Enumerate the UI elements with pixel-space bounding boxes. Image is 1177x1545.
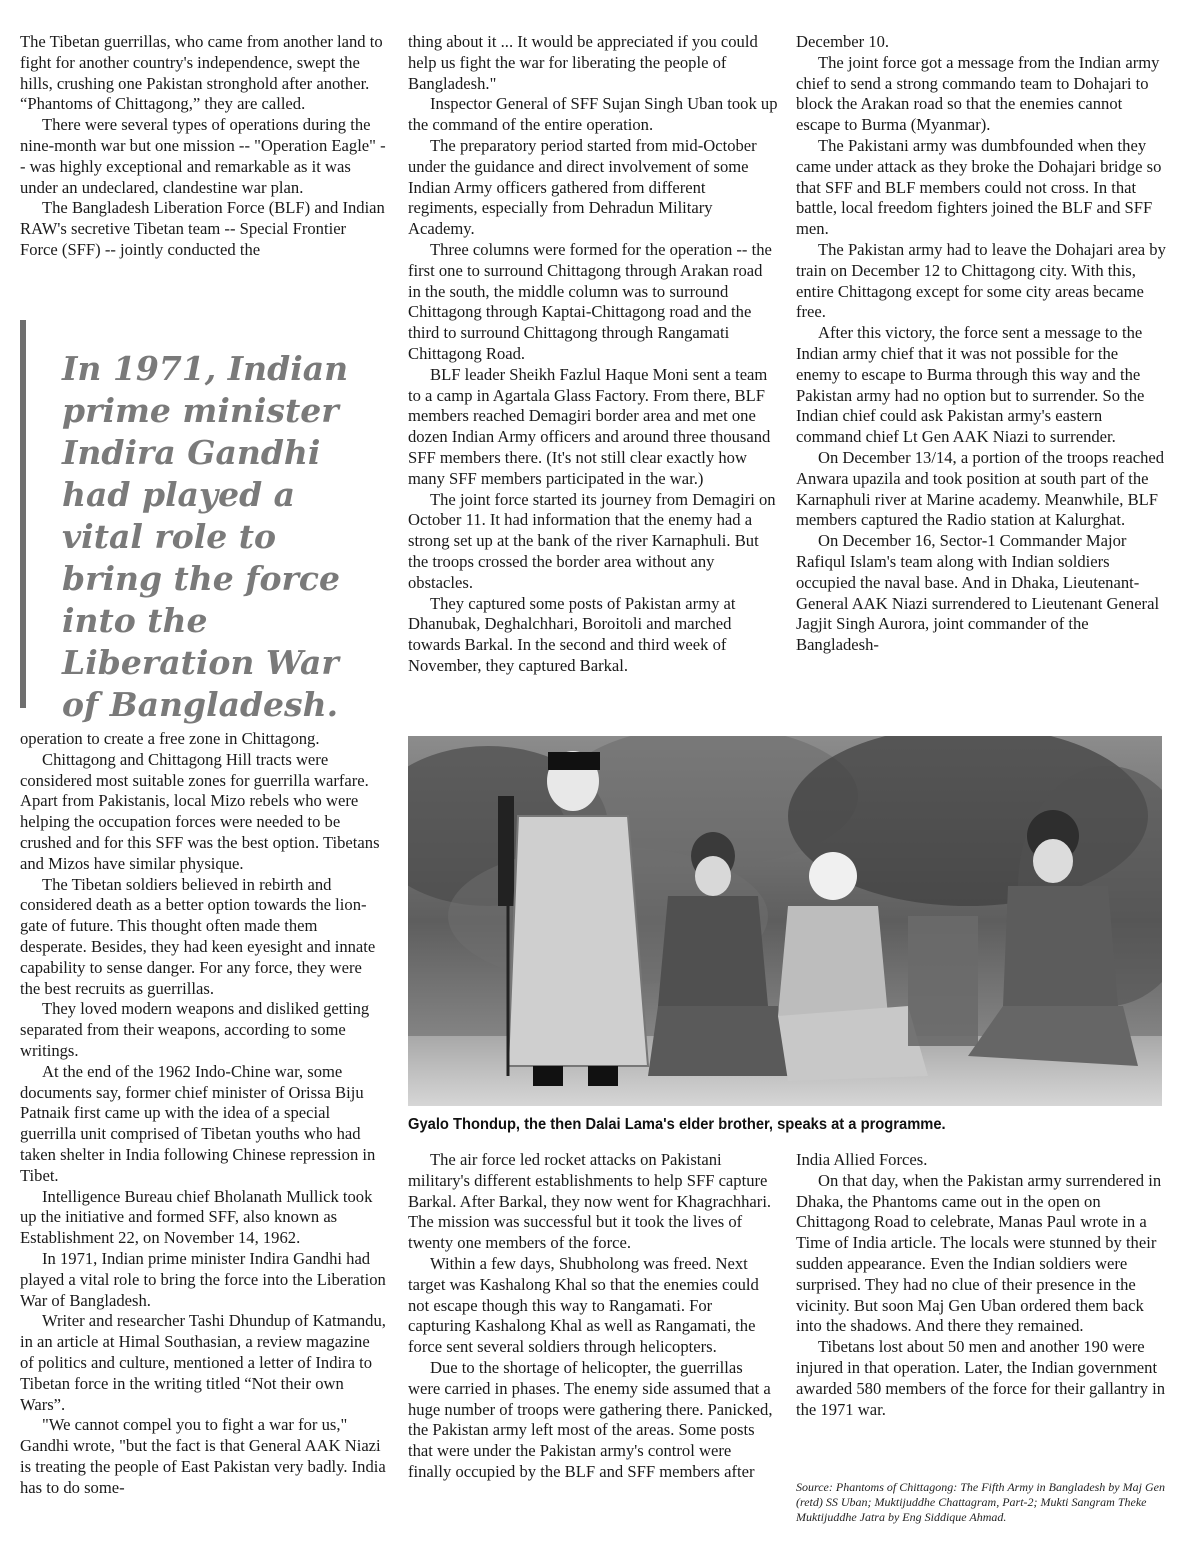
paragraph: The Pakistani army was dumbfounded when they came under attack as they broke the Dohajari bridge so that SFF and BLF members could not cross. In that battle, local freedom fighters joined the BLF and SFF men.	[796, 135, 1162, 239]
paragraph: The joint force got a message from the Indian army chief to send a strong commando team to Dohajari to block the Arakan road so that the enemies cannot escape to Burma (Myanmar).	[796, 52, 1160, 135]
column-3-bottom	[796, 1150, 1166, 1420]
paragraph: Tibetans lost about 50 men and another 190 were injured in that operation. Later, the Indian government awarded 580 members of the force for their gallantry in the 1971 war.	[796, 1337, 1166, 1419]
paragraph: The Bangladesh Liberation Force (BLF) and Indian RAW's secretive Tibetan team -- Special Frontier Force (SFF) -- jointly conducted the	[20, 198, 385, 259]
paragraph: "We cannot compel you to fight a war for us," Gandhi wrote, "but the fact is that General AAK Niazi is treating the people of East Pakistan very badly. India has to do some-	[20, 1415, 386, 1497]
paragraph: Due to the shortage of helicopter, the guerrillas were carried in phases. The enemy side assumed that a huge number of troops were gathering there. Panicked, the Pakistan army left most of the areas. Some posts that were under the Pakistan army's control were finally occupied by the BLF and SFF members after	[408, 1357, 773, 1481]
paragraph: The Tibetan guerrillas, who came from another land to fight for another country's independence, swept the hills, crushing one Pakistan stronghold after another. “Phantoms of Chittagong,” they are called.	[20, 32, 383, 114]
paragraph: On that day, when the Pakistan army surrendered in Dhaka, the Phantoms came out in the open on Chittagong Road to celebrate, Manas Paul wrote in a Time of India article. The locals were stunned by their sudden appearance. Even the Indian soldiers were surprised. They had no clue of their presence in the vicinity. But soon Maj Gen Uban ordered them back into the shadows. And there they remained.	[796, 1170, 1162, 1336]
paragraph: On December 13/14, a portion of the troops reached Anwara upazila and took position at south part of the Karnaphuli river at Marine academy. Meanwhile, BLF members captured the Radio station at Kalurghat.	[796, 447, 1165, 530]
photo-caption: Gyalo Thondup, the then Dalai Lama's elder brother, speaks at a programme.	[408, 1116, 946, 1133]
paragraph: On December 16, Sector-1 Commander Major Rafiqul Islam's team along with Indian soldiers occupied the naval base. And in Dhaka, Lieutenant-General AAK Niazi surrendered to Lieutenant General Jagjit Singh Aurora, joint commander of the Bangladesh-	[796, 531, 1160, 655]
paragraph: The preparatory period started from mid-October under the guidance and direct involvement of some Indian Army officers gathered from different regiments, especially from Dehradun Military Academy.	[408, 135, 757, 239]
news-photo	[408, 736, 1162, 1106]
paragraph: They captured some posts of Pakistan army at Dhanubak, Deghalchhari, Boroitoli and marched towards Barkal. In the second and third week of November, they captured Barkal.	[408, 593, 736, 675]
column-3-top	[796, 32, 1166, 656]
paragraph: BLF leader Sheikh Fazlul Haque Moni sent a team to a camp in Agartala Glass Factory. From there, BLF members reached Demagiri border area and met one dozen Indian Army officers and around three thousand SFF members there. (It's not still clear exactly how many SFF members participated in the war.)	[408, 364, 771, 488]
paragraph: India Allied Forces.	[796, 1150, 928, 1169]
paragraph: Chittagong and Chittagong Hill tracts were considered most suitable zones for guerrilla warfare. Apart from Pakistanis, local Mizo rebels who were helping the occupation forces were needed to be crushed and for this SFF was the best option. Tibetans and Mizos have similar physique.	[20, 749, 380, 873]
column-1-bottom	[20, 729, 386, 1498]
paragraph: There were several types of operations during the nine-month war but one mission -- "Operation Eagle" -- was highly exceptional and remarkable as it was under an undeclared, clandestine war plan.	[20, 115, 386, 197]
pull-quote	[20, 320, 386, 724]
column-1-top	[20, 32, 386, 261]
pull-quote-text: In 1971, Indian prime minister Indira Gandhi had played a vital role to bring the force into the Liberation War of Bangladesh.	[62, 349, 349, 724]
paragraph: Within a few days, Shubholong was freed. Next target was Kashalong Khal so that the enemies could not escape though this way to Rangamati. For capturing Kashalong Khal as well as Rangamati, the force sent several soldiers through helicopters.	[408, 1253, 759, 1357]
paragraph: In 1971, Indian prime minister Indira Gandhi had played a vital role to bring the force into the Liberation War of Bangladesh.	[20, 1248, 386, 1310]
column-2-bottom	[408, 1150, 778, 1483]
paragraph: thing about it ... It would be appreciated if you could help us fight the war for liberating the people of Bangladesh."	[408, 32, 758, 93]
paragraph: The air force led rocket attacks on Pakistani military's different establishments to help SFF capture Barkal. After Barkal, they now went for Khagrachhari. The mission was successful but it took the lives of twenty one members of the force.	[408, 1150, 772, 1253]
paragraph: After this victory, the force sent a message to the Indian army chief that it was not possible for the enemy to escape to Burma through this way and the Pakistan army had no option but to surrender. So the Indian chief could ask Pakistan army's eastern command chief Lt Gen AAK Niazi to surrender.	[796, 323, 1145, 447]
source-note: Source: Phantoms of Chittagong: The Fifth Army in Bangladesh by Maj Gen (retd) SS Uban; Muktijuddhe Chattagram, Part-2; Mukti Sangram Theke Muktijuddhe Jatra by Eng Siddique Ahmad.	[796, 1480, 1165, 1524]
photo-illustration	[408, 736, 1162, 1106]
paragraph: Intelligence Bureau chief Bholanath Mullick took up the initiative and formed SFF, also known as Establishment 22, on November 14, 1962.	[20, 1186, 373, 1248]
paragraph: The joint force started its journey from Demagiri on October 11. It had information that the enemy had a strong set up at the bank of the river Karnaphuli. But the troops crossed the border area without any obstacles.	[408, 489, 776, 592]
paragraph: operation to create a free zone in Chittagong.	[20, 729, 320, 748]
paragraph: Writer and researcher Tashi Dhundup of Katmandu, in an article at Himal Southasian, a review magazine of politics and culture, mentioned a letter of Indira to Tibetan force in the writing titled “Not their own Wars”.	[20, 1311, 386, 1414]
pull-quote-bar	[20, 320, 26, 708]
paragraph: Three columns were formed for the operation -- the first one to surround Chittagong through Arakan road in the south, the middle column was to surround Chittagong through Kaptai-Chittagong road and the third to surround Chittagong through Rangamati Chittagong Road.	[408, 239, 772, 363]
paragraph: The Tibetan soldiers believed in rebirth and considered death as a better option towards the lion-gate of future. This thought often made them desperate. Besides, they had keen eyesight and innate capability to sense danger. For any force, they were the best recruits as guerrillas.	[20, 874, 376, 998]
column-2-top	[408, 32, 778, 677]
paragraph: The Pakistan army had to leave the Dohajari area by train on December 12 to Chittagong city. With this, entire Chittagong except for some city areas became free.	[796, 239, 1166, 322]
paragraph: They loved modern weapons and disliked getting separated from their weapons, according to some writings.	[20, 999, 370, 1060]
paragraph: At the end of the 1962 Indo-Chine war, some documents say, former chief minister of Orissa Biju Patnaik first came up with the idea of a special guerrilla unit comprised of Tibetan youths who had taken shelter in India following Chinese repression in Tibet.	[20, 1061, 376, 1185]
paragraph: December 10.	[796, 32, 890, 51]
paragraph: Inspector General of SFF Sujan Singh Uban took up the command of the entire operation.	[408, 94, 778, 135]
